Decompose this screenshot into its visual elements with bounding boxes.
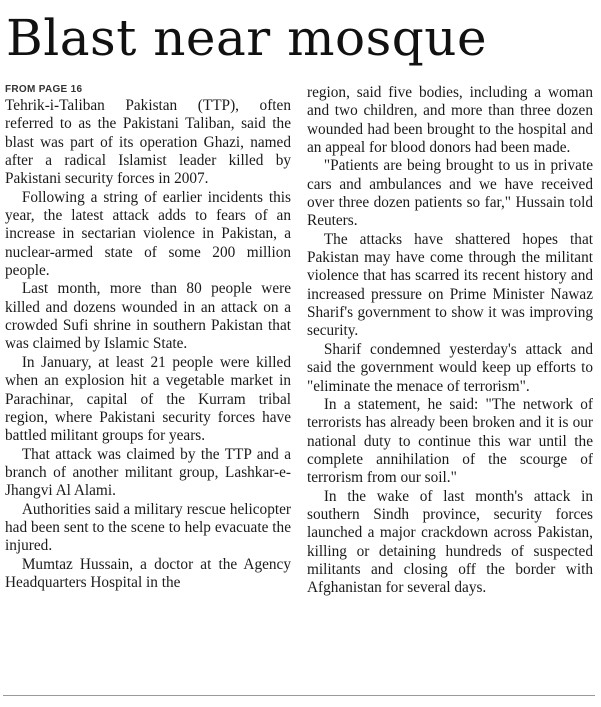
paragraph: In January, at least 21 people were killed when an explosion hit a vegetable market in Parachinar, capital of the Kurram tribal region, where Pakistani security forces have battled militant groups for years. [5, 353, 291, 445]
paragraph: Tehrik-i-Taliban Pakistan (TTP), often referred to as the Pakistani Taliban, said the blast was part of its operation Ghazi, named after a radical Islamist leader killed by Pakistani security forces in 2007. [5, 97, 291, 188]
paragraph: That attack was claimed by the TTP and a branch of another militant group, Lashkar-e-Jhangvi Al Alami. [5, 445, 291, 500]
paragraph: The attacks have shattered hopes that Pakistan may have come through the militant violence that has scarred its recent history and increased pressure on Prime Minister Nawaz Sharif's government to show it was improving security. [307, 230, 593, 340]
paragraph: Sharif condemned yesterday's attack and said the government would keep up efforts to "eliminate the menace of terrorism". [307, 340, 593, 395]
paragraph: "Patients are being brought to us in private cars and ambulances and we have received over three dozen patients so far," Hussain told Reuters. [307, 157, 593, 230]
right-column [307, 84, 593, 690]
paragraph: Mumtaz Hussain, a doctor at the Agency Headquarters Hospital in the [5, 555, 291, 591]
paragraph: In a statement, he said: "The network of terrorists has already been broken and it is our national duty to continue this war until the complete annihilation of the scourge of terrorism from our soil." [307, 395, 593, 487]
paragraph: Last month, more than 80 people were killed and dozens wounded in an attack on a crowded Sufi shrine in southern Pakistan that was claimed by Islamic State. [5, 280, 291, 353]
article-body [5, 84, 593, 690]
article-headline: Blast near mosque [6, 9, 488, 67]
paragraph: Authorities said a military rescue helicopter had been sent to the scene to help evacuate the injured. [5, 500, 291, 555]
paragraph: Following a string of earlier incidents this year, the latest attack adds to fears of an increase in sectarian violence in Pakistan, a nuclear-armed state of some 200 million people. [5, 188, 291, 280]
paragraph: region, said five bodies, including a woman and two children, and more than three dozen wounded had been brought to the hospital and an appeal for blood donors had been made. [307, 84, 593, 157]
bottom-divider [3, 695, 595, 696]
left-column [5, 84, 291, 690]
continuation-dateline: FROM PAGE 16 [5, 84, 83, 95]
paragraph: In the wake of last month's attack in southern Sindh province, security forces launched a major crackdown across Pakistan, killing or detaining hundreds of suspected militants and closing off the border with Afghanistan for several days. [307, 487, 593, 597]
